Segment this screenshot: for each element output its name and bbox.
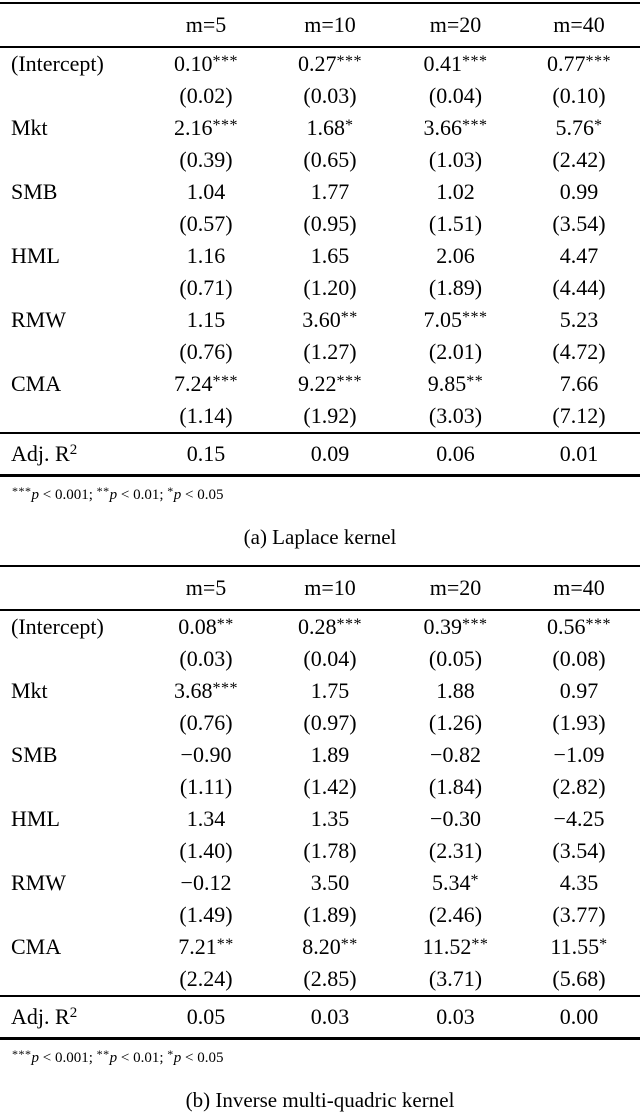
adjusted-r2-value: 0.01 xyxy=(559,441,599,466)
estimate-value: 3.50 xyxy=(310,870,350,895)
standard-error-value: (1.42) xyxy=(303,774,357,799)
corner-cell xyxy=(0,566,145,610)
standard-error-row xyxy=(0,80,640,112)
row-label-spacer xyxy=(0,336,145,368)
row-label: RMW xyxy=(11,307,66,332)
row-label-spacer xyxy=(0,963,145,996)
estimate-value: 1.68 xyxy=(306,115,345,140)
footnote-p-symbol: p xyxy=(31,487,39,503)
row-label: HML xyxy=(11,806,60,831)
footnote-threshold: < 0.001; xyxy=(39,1050,97,1066)
adjusted-r2-label-base: Adj. R xyxy=(11,441,70,466)
estimate-value: 5.34 xyxy=(432,870,471,895)
coef-cell xyxy=(267,931,393,963)
standard-error-value: (0.95) xyxy=(303,211,357,236)
significance-stars: *** xyxy=(462,615,488,633)
standard-error-value: (3.71) xyxy=(428,966,483,991)
coef-cell xyxy=(145,47,267,80)
standard-error-row xyxy=(0,208,640,240)
standard-error-value: (0.04) xyxy=(428,83,483,108)
coef-cell xyxy=(267,304,393,336)
standard-error-value: (0.65) xyxy=(303,147,357,172)
standard-error-row xyxy=(0,835,640,867)
significance-stars: ** xyxy=(216,935,234,953)
significance-stars: *** xyxy=(336,615,362,633)
regression-table-b xyxy=(0,565,640,1040)
coef-cell xyxy=(267,47,393,80)
row-label: Mkt xyxy=(11,115,48,140)
coef-cell xyxy=(267,112,393,144)
adjusted-r2-value: 0.03 xyxy=(436,1004,475,1029)
coefficient-row xyxy=(0,112,640,144)
coef-cell xyxy=(267,803,393,835)
standard-error-row xyxy=(0,707,640,739)
row-label: SMB xyxy=(11,179,58,204)
significance-stars: ** xyxy=(340,935,358,953)
adjusted-r2-row xyxy=(0,433,640,476)
standard-error-value: (1.78) xyxy=(303,838,357,863)
estimate-value: 3.68 xyxy=(174,678,213,703)
standard-error-value: (0.03) xyxy=(303,83,357,108)
standard-error-value: (1.40) xyxy=(179,838,233,863)
footnote-threshold: < 0.01; xyxy=(117,1050,168,1066)
coef-cell xyxy=(518,867,640,899)
coef-cell xyxy=(393,368,518,400)
footnote-stars: ** xyxy=(96,483,110,498)
standard-error-value: (7.12) xyxy=(552,403,606,428)
row-label-spacer xyxy=(0,272,145,304)
row-label-spacer xyxy=(0,899,145,931)
standard-error-row xyxy=(0,272,640,304)
estimate-value: 1.16 xyxy=(186,243,226,268)
standard-error-value: (1.14) xyxy=(179,403,233,428)
estimate-value: 11.52 xyxy=(422,934,472,959)
coef-cell xyxy=(145,610,267,643)
estimate-value: 0.28 xyxy=(298,614,337,639)
standard-error-value: (1.20) xyxy=(303,275,357,300)
significance-stars: * xyxy=(470,871,479,889)
footnote-p-symbol: p xyxy=(31,1050,39,1066)
significance-stars: *** xyxy=(462,116,488,134)
significance-stars: *** xyxy=(336,52,362,70)
standard-error-value: (0.03) xyxy=(179,646,233,671)
standard-error-value: (3.54) xyxy=(552,211,606,236)
estimate-value: 11.55 xyxy=(550,934,600,959)
row-label-spacer xyxy=(0,707,145,739)
coef-cell xyxy=(393,47,518,80)
significance-stars: *** xyxy=(462,52,488,70)
coefficient-row xyxy=(0,240,640,272)
footnote-threshold: < 0.01; xyxy=(117,487,168,503)
row-label: RMW xyxy=(11,870,66,895)
row-label-spacer xyxy=(0,400,145,433)
standard-error-value: (2.85) xyxy=(303,966,357,991)
coef-cell xyxy=(267,240,393,272)
row-label: CMA xyxy=(11,934,62,959)
coef-cell xyxy=(518,47,640,80)
adjusted-r2-exponent: 2 xyxy=(69,1005,78,1022)
coef-cell xyxy=(145,931,267,963)
estimate-value: −0.12 xyxy=(180,870,232,895)
coef-cell xyxy=(518,112,640,144)
footnote-threshold: < 0.001; xyxy=(39,487,97,503)
estimate-value: 1.04 xyxy=(186,179,226,204)
estimate-value: 0.77 xyxy=(547,51,586,76)
adjusted-r2-value: 0.05 xyxy=(186,1004,226,1029)
estimate-value: 3.66 xyxy=(423,115,462,140)
coef-cell xyxy=(267,176,393,208)
adjusted-r2-label xyxy=(0,433,145,476)
standard-error-value: (5.68) xyxy=(552,966,606,991)
standard-error-value: (1.89) xyxy=(303,902,357,927)
footnote-stars: * xyxy=(167,1046,174,1061)
coef-cell xyxy=(267,610,393,643)
row-label: HML xyxy=(11,243,60,268)
coef-cell xyxy=(518,675,640,707)
coef-cell xyxy=(393,304,518,336)
coefficients-body xyxy=(0,610,640,996)
significance-stars: *** xyxy=(336,372,362,390)
estimate-value: 7.66 xyxy=(559,371,599,396)
significance-stars: *** xyxy=(212,52,238,70)
row-label-spacer xyxy=(0,80,145,112)
adjusted-r2-label-base: Adj. R xyxy=(11,1004,70,1029)
standard-error-value: (2.42) xyxy=(552,147,606,172)
estimate-value: 0.39 xyxy=(423,614,462,639)
panel-b xyxy=(0,565,640,1113)
standard-error-value: (0.08) xyxy=(552,646,606,671)
estimate-value: −0.90 xyxy=(180,742,232,767)
coef-cell xyxy=(267,867,393,899)
significance-stars: * xyxy=(345,116,354,134)
coefficient-row xyxy=(0,803,640,835)
standard-error-value: (0.02) xyxy=(179,83,233,108)
regression-table-a-mount xyxy=(0,2,640,477)
standard-error-value: (0.04) xyxy=(303,646,357,671)
standard-error-value: (0.76) xyxy=(179,710,233,735)
estimate-value: 2.06 xyxy=(436,243,475,268)
standard-error-value: (0.76) xyxy=(179,339,233,364)
column-header-m20: m=20 xyxy=(429,12,482,37)
row-label-spacer xyxy=(0,208,145,240)
estimate-value: 1.02 xyxy=(436,179,475,204)
footnote-p-symbol: p xyxy=(173,487,182,503)
estimate-value: 7.21 xyxy=(178,934,217,959)
estimate-value: 1.15 xyxy=(186,307,226,332)
footnote-threshold: < 0.05 xyxy=(181,487,224,503)
coef-cell xyxy=(393,867,518,899)
significance-stars: *** xyxy=(462,308,488,326)
footnote-p-symbol: p xyxy=(109,1050,118,1066)
coef-cell xyxy=(393,610,518,643)
standard-error-value: (1.49) xyxy=(179,902,233,927)
standard-error-row xyxy=(0,963,640,996)
estimate-value: 0.97 xyxy=(559,678,599,703)
estimate-value: 5.23 xyxy=(559,307,599,332)
estimate-value: 4.35 xyxy=(559,870,599,895)
coefficient-row xyxy=(0,739,640,771)
coefficient-row xyxy=(0,675,640,707)
estimate-value: 0.27 xyxy=(298,51,337,76)
footnote-stars: *** xyxy=(12,1046,32,1061)
estimate-value: 0.08 xyxy=(178,614,217,639)
adjusted-r2-body xyxy=(0,433,640,476)
estimate-value: −1.09 xyxy=(553,742,605,767)
estimate-value: 3.60 xyxy=(302,307,341,332)
standard-error-value: (4.44) xyxy=(552,275,606,300)
significance-footnote-a xyxy=(0,477,640,504)
header-row xyxy=(0,566,640,610)
coef-cell xyxy=(145,112,267,144)
significance-stars: ** xyxy=(471,935,489,953)
significance-stars: *** xyxy=(212,116,238,134)
row-label: (Intercept) xyxy=(11,614,104,639)
estimate-value: 0.10 xyxy=(174,51,213,76)
coef-cell xyxy=(393,240,518,272)
standard-error-value: (2.82) xyxy=(552,774,606,799)
standard-error-value: (3.77) xyxy=(552,902,606,927)
estimate-value: −0.82 xyxy=(430,742,481,767)
footnote-threshold: < 0.05 xyxy=(181,1050,224,1066)
estimate-value: 7.24 xyxy=(174,371,213,396)
adjusted-r2-value: 0.03 xyxy=(310,1004,350,1029)
estimate-value: 9.85 xyxy=(427,371,467,396)
standard-error-value: (2.01) xyxy=(428,339,483,364)
estimate-value: 9.22 xyxy=(298,371,337,396)
row-label-spacer xyxy=(0,835,145,867)
standard-error-value: (1.93) xyxy=(552,710,606,735)
coef-cell xyxy=(518,368,640,400)
estimate-value: 2.16 xyxy=(174,115,213,140)
table-header xyxy=(0,3,640,47)
corner-cell xyxy=(0,3,145,47)
row-label-spacer xyxy=(0,643,145,675)
estimate-value: −4.25 xyxy=(553,806,605,831)
panel-a xyxy=(0,2,640,550)
coef-cell xyxy=(518,176,640,208)
footnote-stars: *** xyxy=(12,483,32,498)
coef-cell xyxy=(145,304,267,336)
coefficient-row xyxy=(0,931,640,963)
coef-cell xyxy=(518,304,640,336)
row-label: CMA xyxy=(11,371,62,396)
estimate-value: −0.30 xyxy=(430,806,481,831)
standard-error-row xyxy=(0,144,640,176)
standard-error-value: (3.54) xyxy=(552,838,606,863)
coef-cell xyxy=(145,739,267,771)
standard-error-row xyxy=(0,771,640,803)
coefficient-row xyxy=(0,176,640,208)
coef-cell xyxy=(518,240,640,272)
adjusted-r2-value: 0.06 xyxy=(436,441,475,466)
significance-stars: * xyxy=(594,116,603,134)
row-label: SMB xyxy=(11,742,58,767)
standard-error-value: (0.10) xyxy=(552,83,606,108)
standard-error-value: (0.05) xyxy=(428,646,483,671)
row-label: (Intercept) xyxy=(11,51,104,76)
standard-error-value: (1.84) xyxy=(428,774,483,799)
standard-error-value: (0.97) xyxy=(303,710,357,735)
regression-table-b-mount xyxy=(0,565,640,1040)
coefficient-row xyxy=(0,304,640,336)
regression-table-a xyxy=(0,2,640,477)
column-header-m40: m=40 xyxy=(553,575,605,600)
estimate-value: 0.99 xyxy=(559,179,599,204)
standard-error-row xyxy=(0,336,640,368)
coef-cell xyxy=(393,739,518,771)
coefficients-body xyxy=(0,47,640,433)
coef-cell xyxy=(145,368,267,400)
significance-stars: ** xyxy=(216,615,234,633)
column-header-m40: m=40 xyxy=(553,12,605,37)
coefficient-row xyxy=(0,610,640,643)
standard-error-value: (1.27) xyxy=(303,339,357,364)
row-label-spacer xyxy=(0,144,145,176)
estimate-value: 0.56 xyxy=(547,614,586,639)
coef-cell xyxy=(393,675,518,707)
panel-b-caption: (b) Inverse multi-quadric kernel xyxy=(185,1088,455,1112)
coef-cell xyxy=(518,931,640,963)
coef-cell xyxy=(518,610,640,643)
coef-cell xyxy=(145,867,267,899)
estimate-value: 5.76 xyxy=(555,115,594,140)
standard-error-value: (0.71) xyxy=(179,275,233,300)
estimate-value: 7.05 xyxy=(423,307,462,332)
standard-error-value: (0.57) xyxy=(179,211,233,236)
header-row xyxy=(0,3,640,47)
estimate-value: 1.88 xyxy=(436,678,475,703)
estimate-value: 1.35 xyxy=(310,806,350,831)
footnote-p-symbol: p xyxy=(109,487,118,503)
adjusted-r2-value: 0.09 xyxy=(310,441,350,466)
standard-error-value: (1.26) xyxy=(428,710,483,735)
panel-a-caption: (a) Laplace kernel xyxy=(243,525,397,549)
table-header xyxy=(0,566,640,610)
estimate-value: 1.65 xyxy=(310,243,350,268)
column-header-m10: m=10 xyxy=(304,12,356,37)
coefficient-row xyxy=(0,867,640,899)
coef-cell xyxy=(267,368,393,400)
coef-cell xyxy=(393,112,518,144)
standard-error-value: (2.31) xyxy=(428,838,483,863)
column-header-m10: m=10 xyxy=(304,575,356,600)
estimate-value: 4.47 xyxy=(559,243,599,268)
standard-error-value: (1.51) xyxy=(428,211,483,236)
estimate-value: 1.89 xyxy=(310,742,350,767)
coef-cell xyxy=(393,176,518,208)
standard-error-value: (2.46) xyxy=(428,902,483,927)
estimate-value: 8.20 xyxy=(302,934,341,959)
coef-cell xyxy=(145,675,267,707)
column-header-m20: m=20 xyxy=(429,575,482,600)
significance-stars: ** xyxy=(340,308,358,326)
standard-error-row xyxy=(0,643,640,675)
column-header-m5: m=5 xyxy=(185,12,227,37)
estimate-value: 0.41 xyxy=(423,51,462,76)
estimate-value: 1.34 xyxy=(186,806,226,831)
coef-cell xyxy=(145,176,267,208)
coef-cell xyxy=(145,803,267,835)
estimate-value: 1.77 xyxy=(310,179,350,204)
significance-stars: *** xyxy=(585,52,611,70)
standard-error-value: (0.39) xyxy=(179,147,233,172)
row-label: Mkt xyxy=(11,678,48,703)
coefficient-row xyxy=(0,368,640,400)
significance-footnote-b xyxy=(0,1040,640,1067)
adjusted-r2-row xyxy=(0,996,640,1039)
adjusted-r2-value: 0.00 xyxy=(559,1004,599,1029)
coef-cell xyxy=(518,803,640,835)
coefficient-row xyxy=(0,47,640,80)
significance-stars: *** xyxy=(212,679,238,697)
coef-cell xyxy=(267,739,393,771)
standard-error-value: (3.03) xyxy=(428,403,483,428)
standard-error-value: (4.72) xyxy=(552,339,606,364)
coef-cell xyxy=(267,675,393,707)
estimate-value: 1.75 xyxy=(310,678,350,703)
adjusted-r2-value: 0.15 xyxy=(186,441,226,466)
footnote-p-symbol: p xyxy=(173,1050,182,1066)
coef-cell xyxy=(393,931,518,963)
footnote-stars: * xyxy=(167,483,174,498)
standard-error-value: (1.89) xyxy=(428,275,483,300)
standard-error-value: (1.03) xyxy=(428,147,483,172)
standard-error-value: (1.11) xyxy=(179,774,233,799)
significance-stars: *** xyxy=(212,372,238,390)
column-header-m5: m=5 xyxy=(185,575,227,600)
standard-error-row xyxy=(0,400,640,433)
significance-stars: ** xyxy=(466,372,484,390)
coef-cell xyxy=(145,240,267,272)
row-label-spacer xyxy=(0,771,145,803)
adjusted-r2-label xyxy=(0,996,145,1039)
footnote-stars: ** xyxy=(96,1046,110,1061)
adjusted-r2-exponent: 2 xyxy=(69,442,78,459)
standard-error-value: (1.92) xyxy=(303,403,357,428)
significance-stars: *** xyxy=(585,615,611,633)
significance-stars: * xyxy=(599,935,608,953)
coef-cell xyxy=(518,739,640,771)
standard-error-row xyxy=(0,899,640,931)
adjusted-r2-body xyxy=(0,996,640,1039)
coef-cell xyxy=(393,803,518,835)
standard-error-value: (2.24) xyxy=(179,966,233,991)
